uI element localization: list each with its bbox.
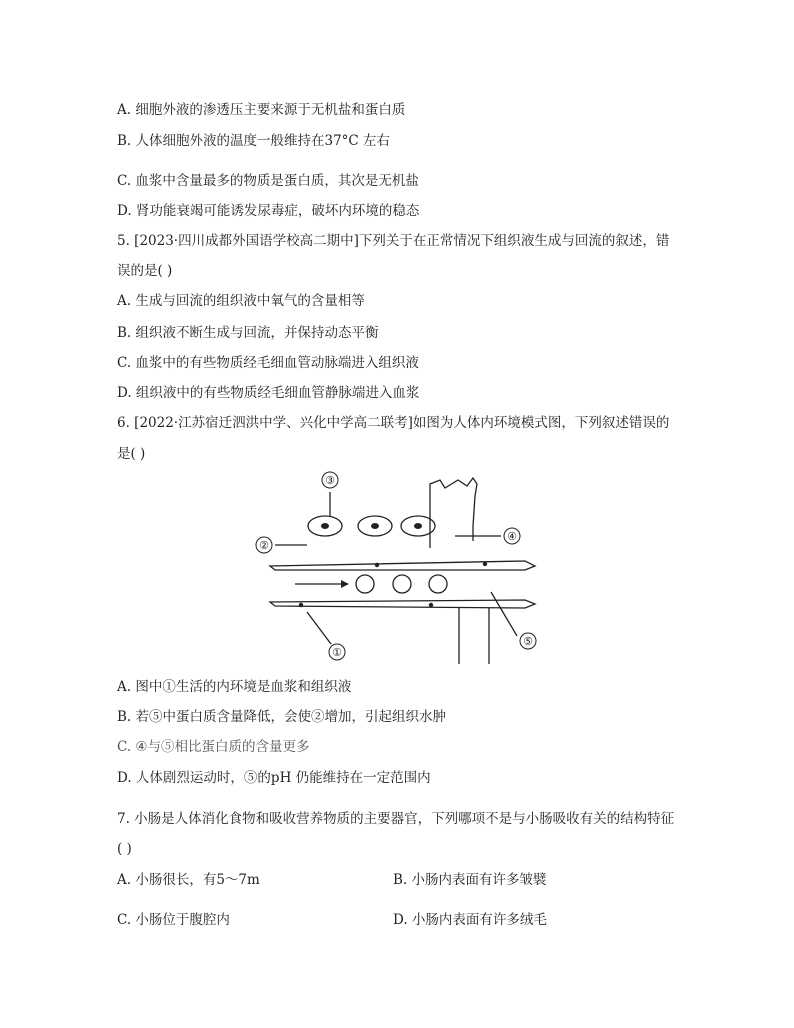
flow-arrow-head	[341, 580, 349, 588]
q5-stem-line2: 误的是( )	[117, 263, 173, 279]
blood-cell-1	[356, 575, 374, 593]
leader-5	[491, 592, 517, 636]
figure-label-1: ①	[332, 646, 342, 659]
q7-option-b: B. 小肠内表面有许多皱襞	[393, 872, 547, 888]
endothelial-nucleus-4	[429, 603, 433, 607]
endothelial-nucleus-3	[299, 603, 303, 607]
q5-option-c: C. 血浆中的有些物质经毛细血管动脉端进入组织液	[117, 355, 419, 371]
leader-1	[307, 612, 331, 644]
q6-stem-line2: 是( )	[117, 446, 146, 462]
figure-label-4: ④	[507, 530, 517, 543]
blood-cell-3	[429, 575, 447, 593]
q6-option-d: D. 人体剧烈运动时，⑤的pH 仍能维持在一定范围内	[117, 770, 431, 786]
q4-option-b: B. 人体细胞外液的温度一般维持在37°C 左右	[117, 133, 391, 149]
tissue-cell-outline	[430, 478, 477, 548]
q6-option-a: A. 图中①生活的内环境是血浆和组织液	[117, 679, 352, 695]
figure-label-2: ②	[259, 539, 269, 552]
q5-stem-line1: 5. [2023·四川成都外国语学校高二期中]下列关于在正常情况下组织液生成与回流的叙述，错	[117, 233, 670, 249]
q6-option-c: C. ④与⑤相比蛋白质的含量更多	[117, 739, 310, 755]
q7-option-a: A. 小肠很长，有5～7m	[117, 872, 260, 888]
internal-environment-diagram	[255, 466, 555, 666]
q5-option-a: A. 生成与回流的组织液中氧气的含量相等	[117, 293, 365, 309]
q4-option-a: A. 细胞外液的渗透压主要来源于无机盐和蛋白质	[117, 102, 406, 118]
q6-stem-line1: 6. [2022·江苏宿迁泗洪中学、兴化中学高二联考]如图为人体内环境模式图，下列叙述错误的	[117, 415, 670, 431]
capillary-lower-wall	[270, 600, 535, 608]
q4-option-d: D. 肾功能衰竭可能诱发尿毒症，破坏内环境的稳态	[117, 203, 420, 219]
nucleus-3	[414, 523, 422, 529]
q6-option-b: B. 若⑤中蛋白质含量降低，会使②增加，引起组织水肿	[117, 709, 447, 725]
capillary-upper-wall	[270, 561, 535, 570]
endothelial-nucleus-1	[375, 563, 379, 567]
nucleus-1	[321, 523, 329, 529]
blood-cell-2	[393, 575, 411, 593]
lymph-vessel-lower	[459, 608, 489, 664]
q5-option-d: D. 组织液中的有些物质经毛细血管静脉端进入血浆	[117, 385, 420, 401]
nucleus-2	[371, 523, 379, 529]
q5-option-b: B. 组织液不断生成与回流，并保持动态平衡	[117, 325, 379, 341]
figure-label-5: ⑤	[523, 635, 533, 648]
q4-option-c: C. 血浆中含量最多的物质是蛋白质，其次是无机盐	[117, 173, 419, 189]
q7-stem-line2: ( )	[117, 841, 132, 857]
q7-stem-line1: 7. 小肠是人体消化食物和吸收营养物质的主要器官，下列哪项不是与小肠吸收有关的结构特征	[117, 811, 675, 827]
q7-option-d: D. 小肠内表面有许多绒毛	[393, 912, 547, 928]
endothelial-nucleus-2	[483, 562, 487, 566]
figure-label-3: ③	[325, 474, 335, 487]
q7-option-c: C. 小肠位于腹腔内	[117, 912, 230, 928]
